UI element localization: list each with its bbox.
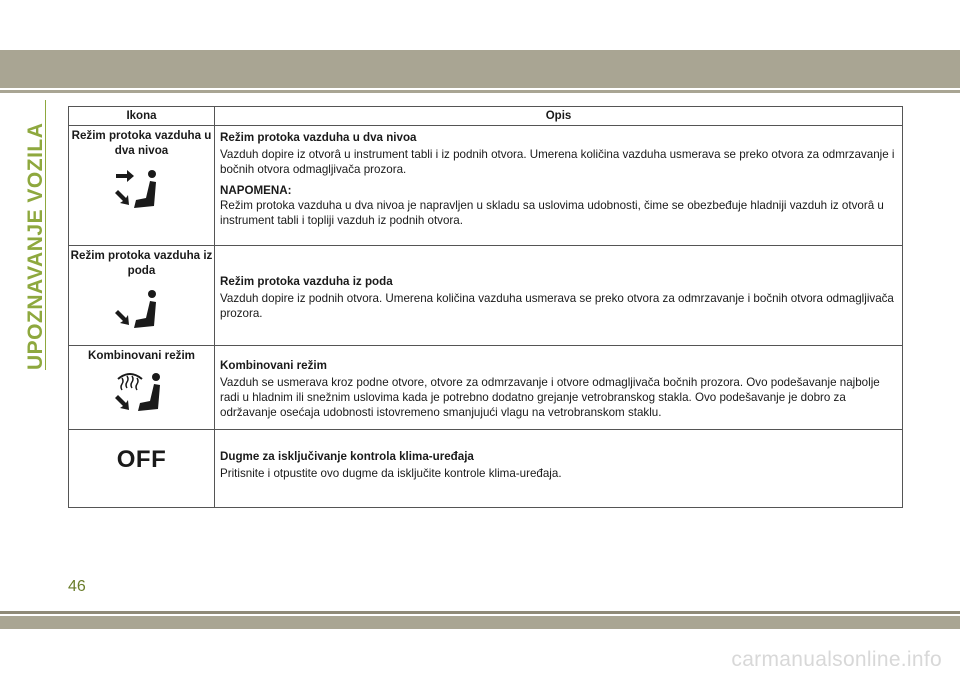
description-cell — [215, 246, 903, 346]
note-label: NAPOMENA: — [220, 184, 292, 197]
table-header-row — [69, 107, 903, 126]
icon-cell — [69, 430, 215, 508]
table-row — [69, 126, 903, 246]
page-number: 46 — [68, 578, 86, 595]
icon-name: Režim protoka vazduha u dva nivoa — [71, 129, 212, 157]
description-text: Vazduh se usmerava kroz podne otvore, otvore za odmrzavanje i otvore odmagljivača bočnih prozora. Ovo podešavanje najbolje radi u hladnim ili snežnim uslovima kada je potrebno dodatno grejanje vetrobranskog stakla. Ovo podešavanje je dobro za održavanje osećaja udobnosti istovremeno smanjujući vlagu na vetrobranskom staklu. — [220, 376, 880, 419]
header-description: Opis — [215, 107, 903, 126]
table-row — [69, 246, 903, 346]
off-label-icon: OFF — [116, 446, 167, 473]
description-text: Vazduh dopire iz otvorâ u instrument tabli i iz podnih otvora. Umerena količina vazduha usmerava se preko otvora za odmrzavanje i bočnih otvora odmagljivača prozora. — [220, 148, 895, 176]
bilevel-airflow-icon — [112, 168, 172, 220]
description-text: Pritisnite i otpustite ovo dugme da isključite kontrole klima-uređaja. — [220, 467, 562, 480]
description-cell — [215, 346, 903, 430]
description-title: Kombinovani režim — [220, 359, 327, 372]
airflow-modes-table — [68, 106, 903, 508]
icon-cell — [69, 126, 215, 246]
footer-rule — [0, 611, 960, 614]
description-text: Vazduh dopire iz podnih otvora. Umerena količina vazduha usmerava se preko otvora za odmrzavanje i bočnih otvora odmagljivača prozora. — [220, 292, 894, 320]
watermark: carmanualsonline.info — [731, 648, 942, 671]
header-band — [0, 50, 960, 88]
section-title: UPOZNAVANJE VOZILA — [24, 100, 48, 370]
description-cell — [215, 126, 903, 246]
description-title: Dugme za isključivanje kontrola klima-uređaja — [220, 450, 474, 463]
note-text: Režim protoka vazduha u dva nivoa je napravljen u skladu sa uslovima udobnosti, čime se obezbeđuje hladniji vazduh iz otvorâ u instrument tabli i topliji vazduh iz podnih otvora. — [220, 199, 884, 227]
description-title: Režim protoka vazduha u dva nivoa — [220, 131, 417, 144]
description-title: Režim protoka vazduha iz poda — [220, 275, 393, 288]
icon-name: Režim protoka vazduha iz poda — [70, 249, 213, 277]
floor-airflow-icon — [112, 288, 172, 340]
icon-cell — [69, 246, 215, 346]
icon-cell — [69, 346, 215, 430]
header-rule — [0, 90, 960, 93]
icon-name: Kombinovani režim — [88, 349, 195, 362]
table-row — [69, 430, 903, 508]
description-cell — [215, 430, 903, 508]
header-icon: Ikona — [69, 107, 215, 126]
mix-mode-icon — [112, 367, 172, 419]
table-row — [69, 346, 903, 430]
footer-band — [0, 616, 960, 629]
